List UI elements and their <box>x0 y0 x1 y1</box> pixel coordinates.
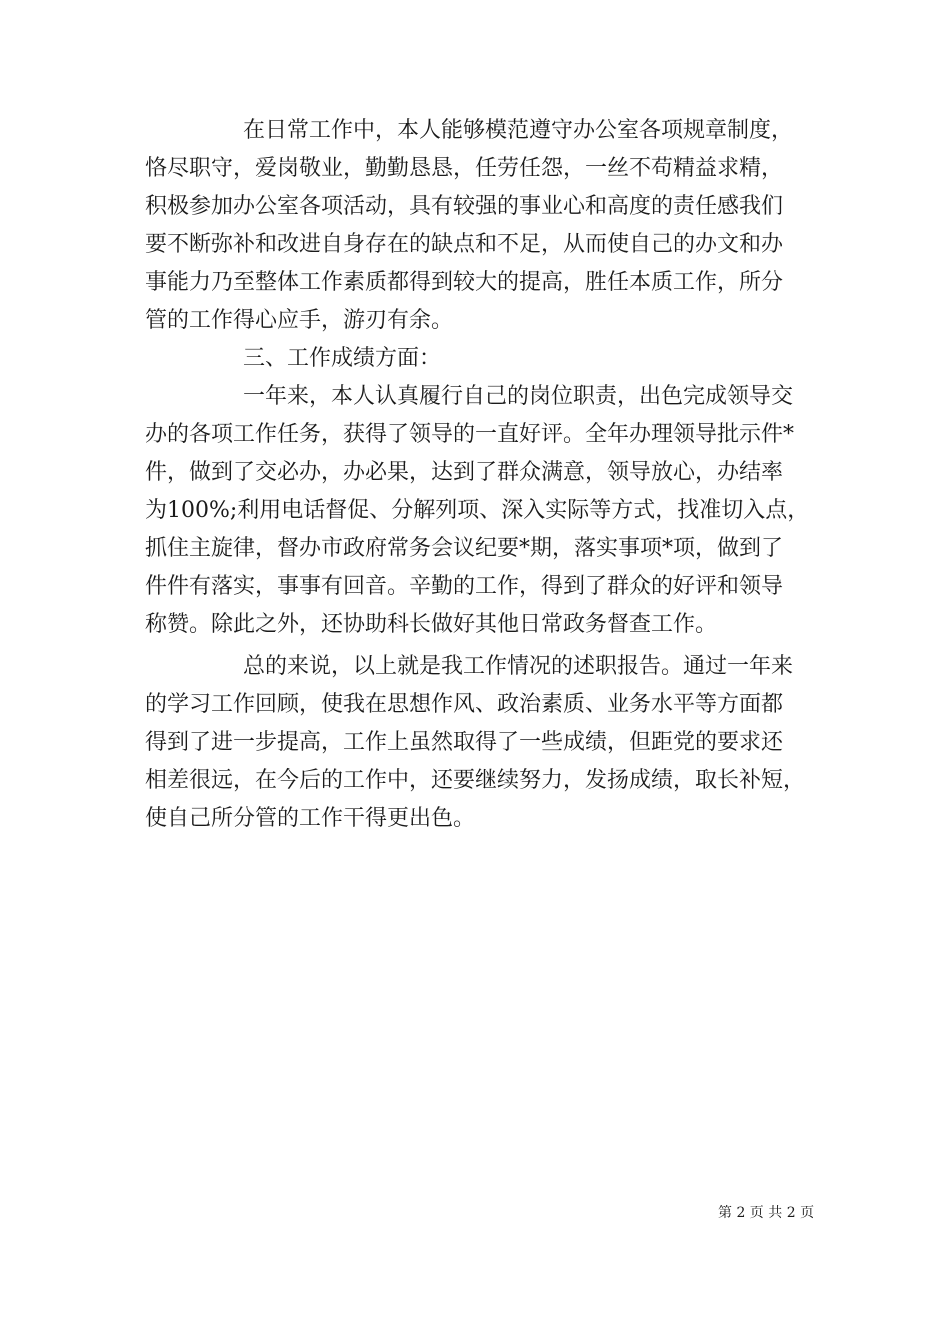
text-line: 的学习工作回顾，使我在思想作风、政治素质、业务水平等方面都 <box>145 692 784 717</box>
text-line: 为100%;利用电话督促、分解列项、深入实际等方式，找准切入点， <box>145 498 810 523</box>
text-line: 使自己所分管的工作干得更出色。 <box>145 806 476 831</box>
paragraph-daily-work <box>145 112 825 340</box>
text-line: 一年来，本人认真履行自己的岗位职责，出色完成领导交 <box>243 384 794 409</box>
text-line: 要不断弥补和改进自身存在的缺点和不足，从而使自己的办文和办 <box>145 232 784 257</box>
text-line: 事能力乃至整体工作素质都得到较大的提高，胜任本质工作，所分 <box>145 270 784 295</box>
page-number-footer: 第 2 页 共 2 页 <box>718 1205 815 1221</box>
text-line: 件件有落实，事事有回音。辛勤的工作，得到了群众的好评和领导 <box>145 574 784 599</box>
text-line: 在日常工作中，本人能够模范遵守办公室各项规章制度， <box>243 118 794 143</box>
text-line: 称赞。除此之外，还协助科长做好其他日常政务督查工作。 <box>145 612 718 637</box>
text-line: 积极参加办公室各项活动，具有较强的事业心和高度的责任感我们 <box>145 194 784 219</box>
text-line: 恪尽职守，爱岗敬业，勤勤恳恳，任劳任怨，一丝不苟精益求精， <box>145 156 784 181</box>
text-line: 得到了进一步提高，工作上虽然取得了一些成绩，但距党的要求还 <box>145 730 784 755</box>
text-line: 管的工作得心应手，游刃有余。 <box>145 308 454 333</box>
text-line: 抓住主旋律，督办市政府常务会议纪要*期，落实事项*项，做到了 <box>145 536 784 561</box>
text-line: 相差很远，在今后的工作中，还要继续努力，发扬成绩，取长补短， <box>145 768 806 793</box>
paragraph-achievements <box>145 378 825 644</box>
text-line: 总的来说，以上就是我工作情况的述职报告。通过一年来 <box>243 654 794 679</box>
text-line: 件，做到了交必办，办必果，达到了群众满意，领导放心，办结率 <box>145 460 784 485</box>
section-heading: 三、工作成绩方面： <box>243 346 442 371</box>
document-body <box>145 112 825 838</box>
text-line: 办的各项工作任务，获得了领导的一直好评。全年办理领导批示件* <box>145 422 795 447</box>
paragraph-summary <box>145 648 825 838</box>
